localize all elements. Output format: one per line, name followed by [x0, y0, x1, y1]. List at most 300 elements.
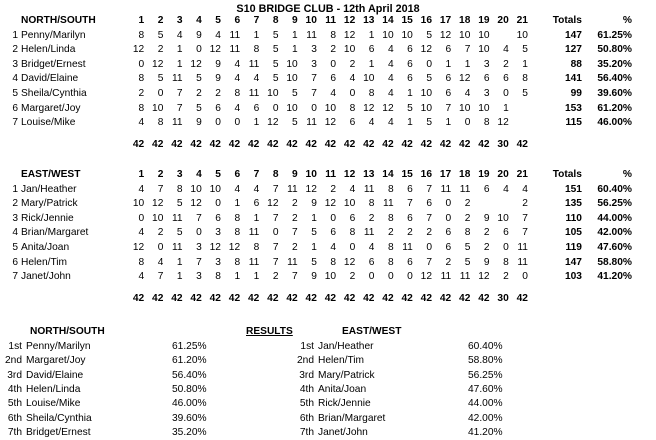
board-score: 1 [407, 87, 413, 99]
board-sum: 42 [516, 292, 528, 304]
board-score: 12 [152, 198, 164, 210]
board-score: 6 [407, 58, 413, 70]
pair-percent: 41.20% [597, 271, 632, 283]
board-score: 11 [171, 117, 183, 129]
board-number-header: 15 [401, 169, 413, 180]
board-score: 6 [483, 73, 490, 85]
board-score: 6 [503, 73, 509, 85]
board-number-header: 16 [420, 15, 432, 26]
board-number-header: 20 [497, 169, 509, 180]
board-score: 11 [171, 73, 183, 85]
board-score: 10 [516, 29, 528, 41]
board-sum: 42 [305, 292, 317, 304]
pair-index: 5 [12, 241, 18, 253]
board-sum: 42 [382, 292, 394, 304]
result-position: 2nd [297, 355, 314, 367]
board-sum: 42 [343, 138, 356, 150]
board-score: 2 [215, 87, 221, 99]
table-row [0, 102, 632, 117]
results-ew-heading: EAST/WEST [342, 326, 402, 337]
board-score: 10 [286, 73, 298, 85]
result-pair-name: Helen/Linda [26, 383, 81, 395]
board-score: 12 [190, 58, 202, 70]
board-score: 12 [190, 198, 202, 210]
board-score [490, 197, 509, 212]
board-number-header: 9 [292, 169, 298, 180]
board-score: 7 [157, 183, 164, 195]
pair-name: Helen/Tim [21, 256, 68, 268]
result-pair-name: Jan/Heather [318, 341, 374, 352]
board-score: 5 [196, 73, 202, 85]
board-score: 7 [522, 212, 528, 224]
pair-index: 2 [12, 198, 18, 210]
pair-total: 110 [565, 212, 582, 224]
board-score: 11 [287, 256, 298, 268]
board-score: 8 [368, 198, 375, 210]
board-number-header: 14 [382, 15, 394, 26]
board-score: 7 [272, 212, 279, 224]
board-score: 9 [215, 58, 221, 70]
result-position: 7th [299, 426, 314, 438]
pair-name: Louise/Mike [21, 117, 76, 129]
board-number-header: 20 [497, 15, 509, 26]
pair-percent: 47.60% [597, 241, 632, 253]
board-number-header: 10 [305, 15, 317, 26]
table-row [0, 58, 632, 73]
board-sum: 42 [401, 138, 413, 150]
board-number-header: 4 [196, 169, 202, 180]
board-score: 10 [459, 29, 471, 41]
board-score: 6 [368, 256, 375, 268]
board-score: 6 [253, 198, 260, 210]
board-score: 5 [522, 87, 528, 99]
board-score: 5 [196, 102, 202, 114]
board-score: 9 [196, 117, 202, 129]
pair-index: 7 [12, 117, 18, 129]
board-score: 10 [420, 87, 432, 99]
board-score: 11 [287, 183, 298, 195]
board-sum: 42 [459, 138, 471, 150]
result-percent: 39.60% [172, 412, 207, 424]
board-score: 5 [272, 73, 279, 85]
board-number-header: 7 [253, 169, 260, 180]
board-score: 0 [215, 198, 221, 210]
board-score: 8 [176, 183, 183, 195]
result-pair-name: David/Elaine [26, 369, 84, 381]
sum-spacer [534, 292, 582, 307]
board-number-header: 12 [343, 169, 356, 180]
header-spacer [0, 14, 21, 29]
board-score: 1 [464, 58, 471, 70]
board-score: 12 [324, 117, 337, 129]
board-sum: 42 [382, 138, 394, 150]
board-score: 11 [459, 271, 471, 283]
board-number-header: 6 [234, 169, 241, 180]
board-sum: 42 [171, 292, 183, 304]
board-score [490, 29, 509, 44]
board-score: 10 [382, 29, 394, 41]
board-score: 11 [248, 58, 260, 70]
board-score: 7 [311, 87, 317, 99]
board-sum: 42 [459, 292, 471, 304]
result-position: 4th [7, 383, 22, 395]
board-score: 8 [234, 87, 241, 99]
board-number-header: 18 [459, 169, 471, 180]
pair-total: 115 [565, 117, 582, 129]
board-score: 4 [522, 183, 528, 195]
result-position: 4th [299, 383, 314, 395]
board-sum: 30 [497, 138, 509, 150]
board-score: 0 [503, 87, 509, 99]
board-score: 7 [426, 212, 432, 224]
board-score: 7 [426, 256, 432, 268]
totals-header: Totals [552, 169, 582, 180]
table-row [0, 212, 632, 227]
board-score: 7 [292, 271, 298, 283]
board-sum: 42 [152, 138, 164, 150]
board-score: 1 [503, 102, 509, 114]
board-score: 11 [440, 271, 452, 283]
board-score: 12 [132, 241, 145, 253]
board-score: 0 [445, 198, 452, 210]
table-header-row [0, 168, 632, 183]
board-score: 1 [368, 29, 375, 41]
board-score: 2 [157, 44, 164, 56]
pair-percent: 44.00% [597, 212, 632, 224]
board-score: 7 [311, 73, 317, 85]
table-header-row [0, 14, 632, 29]
board-sum-row [0, 292, 632, 307]
board-score: 10 [190, 183, 202, 195]
board-score: 2 [483, 227, 490, 239]
board-number-header: 11 [325, 15, 337, 26]
result-pair-name: Janet/John [318, 426, 368, 438]
result-position: 7th [7, 426, 22, 438]
board-score: 1 [234, 271, 241, 283]
board-score: 2 [157, 227, 164, 239]
board-score: 11 [363, 183, 375, 195]
pair-total: 88 [570, 58, 582, 70]
board-score: 4 [368, 241, 375, 253]
board-score: 11 [383, 198, 394, 210]
board-score: 1 [368, 58, 375, 70]
pair-name: Helen/Linda [21, 44, 76, 56]
board-score: 0 [157, 241, 164, 253]
result-position: 3rd [7, 369, 22, 381]
board-score: 0 [445, 212, 452, 224]
table-row [0, 183, 632, 198]
board-score: 8 [483, 117, 490, 129]
board-score: 12 [363, 102, 375, 114]
board-score: 4 [138, 271, 145, 283]
board-score: 12 [209, 44, 221, 56]
result-pair-name: Rick/Jennie [318, 398, 371, 410]
board-sum: 42 [439, 138, 452, 150]
totals-header: Totals [552, 15, 582, 26]
board-score: 8 [368, 87, 375, 99]
board-sum: 42 [401, 292, 413, 304]
board-score: 10 [132, 198, 145, 210]
board-score: 3 [215, 256, 221, 268]
table-row [0, 43, 632, 58]
pair-index: 7 [12, 271, 18, 283]
board-score: 12 [343, 256, 356, 268]
board-score: 1 [407, 117, 413, 129]
pair-name: Penny/Marilyn [21, 29, 86, 41]
board-score: 12 [267, 198, 279, 210]
pair-name: Bridget/Ernest [21, 58, 86, 70]
board-score: 6 [445, 44, 452, 56]
board-score: 1 [311, 212, 317, 224]
board-score: 4 [234, 73, 241, 85]
result-position: 5th [7, 398, 22, 410]
board-score: 7 [426, 183, 432, 195]
board-number-header: 19 [478, 169, 490, 180]
board-score: 2 [330, 44, 337, 56]
result-position: 6th [299, 412, 314, 424]
board-score: 8 [234, 212, 241, 224]
board-number-header: 10 [305, 169, 317, 180]
board-score: 1 [253, 212, 260, 224]
board-score [509, 102, 528, 117]
pair-percent: 35.20% [597, 58, 632, 70]
board-score: 8 [138, 29, 145, 41]
board-score: 11 [248, 256, 260, 268]
board-score: 5 [311, 227, 317, 239]
sum-spacer [582, 292, 632, 307]
board-score: 1 [522, 58, 528, 70]
result-percent: 50.80% [172, 383, 207, 395]
board-score: 10 [343, 198, 356, 210]
pair-index: 1 [12, 183, 18, 195]
board-score: 2 [445, 256, 452, 268]
board-score: 5 [311, 256, 317, 268]
pair-total: 105 [564, 227, 582, 239]
pair-name: Brian/Margaret [21, 227, 89, 239]
board-score: 8 [253, 241, 260, 253]
result-pair-name: Louise/Mike [26, 398, 81, 410]
pair-percent: 56.40% [597, 73, 632, 85]
board-score: 4 [253, 73, 260, 85]
pair-name: Anita/Joan [21, 241, 70, 253]
pair-name: Sheila/Cynthia [21, 87, 87, 99]
board-number-header: 11 [325, 169, 337, 180]
board-score: 4 [503, 183, 509, 195]
board-score: 8 [138, 102, 145, 114]
board-score: 6 [368, 44, 375, 56]
table-row [0, 116, 632, 131]
board-score: 12 [228, 241, 241, 253]
board-score: 3 [311, 58, 317, 70]
board-score: 6 [349, 212, 356, 224]
board-score: 11 [229, 29, 241, 41]
board-score: 7 [272, 241, 279, 253]
board-sum: 42 [420, 138, 432, 150]
result-position: 2nd [5, 355, 22, 367]
board-score: 4 [464, 87, 471, 99]
result-percent: 56.40% [172, 369, 207, 381]
pair-index: 3 [12, 212, 18, 224]
board-number-header: 2 [157, 15, 164, 26]
board-score: 2 [292, 198, 298, 210]
board-score: 8 [138, 73, 145, 85]
board-score: 2 [138, 87, 145, 99]
board-score: 0 [426, 241, 432, 253]
board-score: 10 [497, 212, 509, 224]
sum-spacer [534, 138, 582, 153]
board-score [470, 197, 489, 212]
board-score: 1 [292, 29, 298, 41]
result-percent: 58.80% [468, 355, 503, 367]
board-score: 12 [459, 73, 471, 85]
board-number-header: 12 [343, 15, 356, 26]
result-pair-name: Margaret/Joy [26, 355, 86, 367]
board-score: 8 [387, 212, 394, 224]
board-sum: 42 [363, 138, 375, 150]
board-score: 0 [157, 87, 164, 99]
pair-index: 6 [12, 102, 18, 114]
board-score: 7 [445, 102, 452, 114]
board-score: 1 [176, 271, 183, 283]
board-score: 8 [387, 183, 394, 195]
pair-total: 119 [565, 241, 582, 253]
board-sum: 42 [247, 292, 260, 304]
board-number-header: 5 [215, 15, 221, 26]
board-number-header: 14 [382, 169, 394, 180]
board-score: 4 [234, 102, 241, 114]
table-row [0, 87, 632, 102]
board-score: 0 [464, 117, 471, 129]
board-score: 9 [215, 73, 221, 85]
board-score: 4 [387, 44, 394, 56]
board-number-header: 16 [420, 169, 432, 180]
pair-percent: 60.40% [597, 183, 632, 195]
result-percent: 42.00% [468, 412, 503, 424]
percent-header: % [622, 169, 632, 180]
board-score: 2 [272, 271, 279, 283]
board-score: 2 [483, 241, 490, 253]
board-score: 2 [292, 212, 298, 224]
board-number-header: 21 [516, 15, 528, 26]
board-score: 2 [368, 212, 375, 224]
pair-name: Janet/John [21, 271, 71, 283]
board-sum: 42 [190, 292, 202, 304]
board-score: 5 [292, 117, 298, 129]
sum-spacer [0, 292, 21, 307]
board-score: 2 [387, 227, 394, 239]
board-score: 8 [503, 256, 509, 268]
pair-total: 127 [564, 44, 582, 56]
board-sum: 42 [516, 138, 528, 150]
board-score: 5 [292, 87, 298, 99]
board-score: 8 [387, 256, 394, 268]
board-sum: 42 [228, 292, 241, 304]
board-score: 8 [522, 73, 528, 85]
board-score: 8 [234, 256, 241, 268]
board-score: 1 [445, 117, 452, 129]
pair-total: 147 [564, 256, 582, 268]
pair-index: 4 [12, 73, 18, 85]
pair-percent: 58.80% [597, 256, 632, 268]
board-sum: 42 [209, 292, 221, 304]
board-number-header: 7 [253, 15, 260, 26]
board-score: 8 [387, 241, 394, 253]
board-score: 11 [402, 241, 413, 253]
board-score: 6 [407, 183, 413, 195]
board-score: 7 [176, 102, 183, 114]
board-score: 9 [311, 198, 317, 210]
board-score: 6 [407, 73, 413, 85]
board-score: 0 [138, 58, 145, 70]
board-score: 4 [349, 73, 356, 85]
board-number-header: 13 [363, 15, 375, 26]
board-score: 12 [209, 241, 221, 253]
board-score: 7 [292, 227, 298, 239]
board-number-header: 5 [215, 169, 221, 180]
board-score: 4 [330, 241, 337, 253]
board-score: 10 [420, 102, 432, 114]
board-score: 12 [497, 117, 509, 129]
board-sum: 42 [190, 138, 202, 150]
board-score: 10 [152, 212, 164, 224]
board-score: 0 [368, 271, 375, 283]
board-score: 4 [138, 227, 145, 239]
board-sum: 42 [286, 292, 298, 304]
sum-spacer [21, 138, 125, 153]
board-score: 7 [272, 183, 279, 195]
board-score: 0 [522, 271, 528, 283]
board-sum: 42 [305, 138, 317, 150]
board-score: 3 [483, 58, 490, 70]
result-position: 6th [7, 412, 22, 424]
board-score: 8 [349, 227, 356, 239]
pair-index: 4 [12, 227, 18, 239]
spacer-cell [0, 285, 632, 292]
board-score: 5 [522, 44, 528, 56]
section-heading: NORTH/SOUTH [21, 15, 96, 26]
board-score: 4 [368, 117, 375, 129]
board-score: 0 [272, 102, 279, 114]
board-score: 1 [253, 117, 260, 129]
board-score: 5 [272, 58, 279, 70]
board-score: 9 [483, 256, 490, 268]
sum-spacer [0, 138, 21, 153]
percent-header: % [622, 15, 632, 26]
board-score: 0 [426, 58, 432, 70]
board-score: 11 [306, 29, 317, 41]
board-score: 10 [478, 102, 490, 114]
board-number-header: 3 [176, 15, 183, 26]
board-score: 12 [420, 271, 432, 283]
board-score: 8 [330, 256, 337, 268]
pair-total: 147 [564, 29, 582, 41]
board-score: 0 [349, 87, 356, 99]
pair-total: 103 [564, 271, 582, 283]
pair-index: 2 [12, 44, 18, 56]
board-score: 1 [253, 271, 260, 283]
result-pair-name: Sheila/Cynthia [26, 412, 92, 424]
board-score: 11 [517, 256, 528, 268]
board-score: 10 [363, 73, 375, 85]
board-score: 6 [445, 241, 452, 253]
board-number-header: 6 [234, 15, 241, 26]
board-score: 6 [407, 256, 413, 268]
results-ns-heading: NORTH/SOUTH [30, 326, 105, 337]
board-score: 4 [387, 73, 394, 85]
board-score: 0 [330, 212, 337, 224]
board-score: 6 [215, 102, 221, 114]
sum-spacer [21, 292, 125, 307]
